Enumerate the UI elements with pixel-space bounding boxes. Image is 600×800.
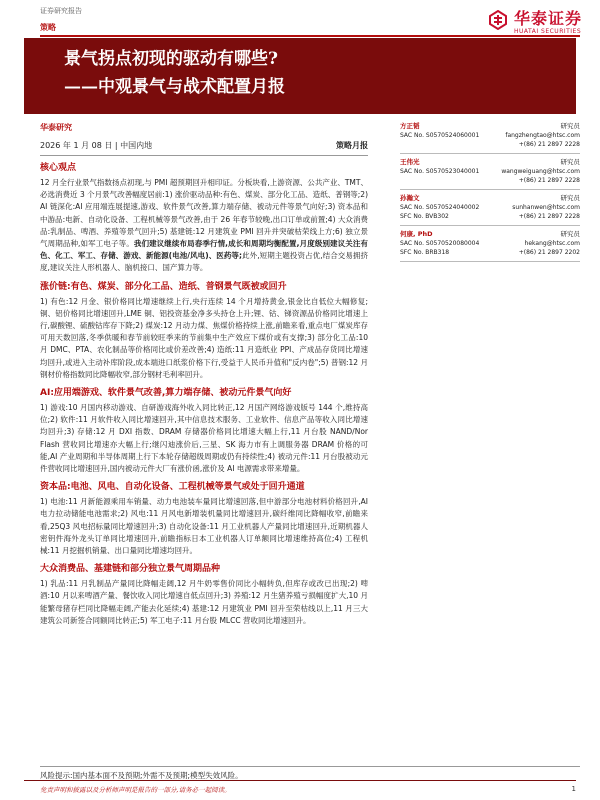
footer-disclaimer: 免责声明和披露以及分析师声明是报告的一部分,请务必一起阅读。 bbox=[40, 786, 231, 794]
page-number: 1 bbox=[571, 785, 576, 793]
section-title-price-chain: 涨价链:有色、煤炭、部分化工品、造纸、普钢景气既被或回升 bbox=[40, 281, 287, 292]
analyst-name: 王伟光 bbox=[400, 158, 420, 166]
report-subtitle: ——中观景气与战术配置月报 bbox=[64, 77, 285, 97]
section-body-price-chain: 1) 有色:12 月金、银价格同比增速继续上行,央行连续 14 个月增持黄金,银金比自低位大幅修复;铜、铝价格同比增速回升,LME 铜、铝投资基金净多头持仓上升;锂、钴、锑资源品价格同比增速上行,碳酸锂、硫酸钴库存下降;2) 煤炭:12 月动力煤、焦煤价格持续上涨,前瞻来看,重点电厂煤炭库存可用天数回落,冬季供暖和春节前较旺季来的节前集中生产效应下煤价或有支撑;3) 部分化工品:10 月 DMC、PTA、农化制品等价格同比或价差改善;4) 造纸:11 月造纸业 PPI、产成品存货同比增速均回升,或进入主动补库阶段,成本端进口纸浆价格下行,受益于人民币升值和"反内卷";5) 普钢:12 月钢材价格指数同比降幅收窄,部分钢材毛利率回升。 bbox=[40, 296, 368, 379]
org-name: 华泰研究 bbox=[40, 123, 72, 132]
footer-divider bbox=[24, 780, 576, 781]
analyst-role: 研究员 bbox=[560, 122, 580, 130]
category-divider bbox=[40, 35, 580, 37]
meta-row bbox=[40, 140, 368, 156]
analyst-name: 孙瀚文 bbox=[400, 194, 420, 202]
section-body-core: 12 月全行业景气指数扬点初现,与 PMI 超预期回升相印证。分板块看,上游资源、公共产业、TMT、必选消费近 3 个月景气改善幅度居前:1) 涨价驱动品种:有色、煤炭、部分化工品、造纸、普钢等;2) AI 链深化:AI 应用端连展提速,游戏、软件景气改善,算力端存储、被动元件等景气向好;3) 资本品和中游品:电新、自动化设备、工程机械等景气改善,由于 26 年春节较晚,出口订单或前置;4) 大众消费品:乳制品、啤酒、养殖等景气回升;5) 基建链:12 月建筑业 PMI 回升并突破枯荣线上方;6) 独立景气周期品种,如军工电子等。我们建议继续布局春季行情,成长和周期均衡配置,月度级别建议关注有色、化工、军工、存储、游戏、新能源(电池/风电)、医药等;此外,短期主题投资占优,结合交易拥挤度,建议关注人形机器人、脑机接口、国产算力等。 bbox=[40, 178, 368, 273]
section-body-capital-goods: 1) 电池:11 月新能源乘用车销量、动力电池装车量同比增速回落,但中游部分电池材料价格回升,AI 电力拉动储能电池需求;2) 风电:11 月风电新增装机量同比增速回升,碳纤维同比降幅收窄,前瞻来看,25Q3 风电招标量同比增速回升;3) 自动化设备:11 月工业机器人产量同比增速回升,近期机器人密钥件海外龙头订单同比增速回升,前瞻指标日本工业机器人订单额同比增速维持高位;4) 工程机械:11 月挖掘机销量、出口量同比增速均回升。 bbox=[40, 497, 368, 556]
analyst-email[interactable]: hekang@htsc.com bbox=[524, 240, 580, 247]
report-title: 景气拐点初现的驱动有哪些? bbox=[64, 49, 278, 69]
logo-english-text: HUATAI SECURITIES bbox=[513, 28, 582, 35]
analyst-sfc: SFC No. BRB318 bbox=[400, 249, 450, 256]
risk-warning: 风险提示:国内基本面不及预期;外需不及预期;模型失效风险。 bbox=[40, 766, 580, 781]
section-title-core: 核心观点 bbox=[40, 163, 77, 173]
section-title-consumer: 大众消费品、基建链和部分独立景气周期品种 bbox=[40, 564, 221, 575]
analyst-email[interactable]: sunhanwen@htsc.com bbox=[512, 204, 580, 211]
analyst-phone: +(86) 21 2897 2228 bbox=[518, 141, 580, 148]
analyst-role: 研究员 bbox=[560, 194, 580, 202]
section-title-capital-goods: 资本品:电池、风电、自动化设备、工程机械等景气或处于回升通道 bbox=[40, 482, 305, 493]
analyst-card bbox=[400, 190, 580, 226]
analyst-email[interactable]: fangzhengtao@htsc.com bbox=[505, 132, 580, 139]
section-body-ai: 1) 游戏:10 月国内移动游戏、自研游戏海外收入同比转正,12 月国产网络游戏版号 144 个,维持高位;2) 软件:11 月软件收入同比增速回升,其中信息技术服务、工业软件、信息产品等收入同比增速均回升;3) 存储:12 月 DXI 指数、DRAM 存储器价格同比增速大幅上行,11 月台股 NAND/Nor Flash 营收同比增速亦大幅上行;继闪迪涨价后,三星、SK 海力市有上调服务器 DRAM 价格的可能,AI 产业周期和半导体周期上行下本轮存储超级周期或仍有持续性;4) 被动元件:11 月台股被动元件营收同比增速回升,国内被动元件大厂有涨价函,涨价及 AI 电源需求带来增量。 bbox=[40, 403, 368, 474]
analyst-sac: SAC No. S0570520080004 bbox=[400, 240, 480, 247]
analyst-panel bbox=[400, 118, 580, 262]
analyst-sac: SAC No. S0570523040001 bbox=[400, 168, 480, 175]
analyst-sac: SAC No. S0570524060001 bbox=[400, 132, 480, 139]
analyst-phone: +(86) 21 2897 2202 bbox=[518, 249, 580, 256]
logo-chinese-text: 华泰证券 bbox=[513, 9, 582, 28]
analyst-phone: +(86) 21 2897 2228 bbox=[518, 213, 580, 220]
analyst-sfc: SFC No. BVB302 bbox=[400, 213, 449, 220]
report-type-label: 证券研究报告 bbox=[40, 7, 82, 15]
analyst-sac: SAC No. S0570524040002 bbox=[400, 204, 480, 211]
report-type: 策略月报 bbox=[336, 141, 368, 150]
analyst-role: 研究员 bbox=[560, 158, 580, 166]
main-content bbox=[40, 118, 368, 627]
analyst-card bbox=[400, 154, 580, 190]
analyst-email[interactable]: wangweiguang@htsc.com bbox=[501, 168, 580, 175]
category-label: 策略 bbox=[40, 23, 56, 32]
huatai-logo bbox=[488, 10, 582, 35]
section-title-ai: AI:应用端游戏、软件景气改善,算力端存储、被动元件景气向好 bbox=[40, 388, 292, 399]
analyst-phone: +(86) 21 2897 2228 bbox=[518, 177, 580, 184]
analyst-name: 方正韬 bbox=[400, 122, 420, 130]
section-body-consumer: 1) 乳品:11 月乳制品产量同比降幅走阔,12 月牛奶零售价同比小幅转负,但库存或改已出现;2) 啤酒:10 月以来啤酒产量、餐饮收入同比增速自低点回升;3) 养殖:12 月生猪养殖亏损幅度扩大,10 月能繁母猪存栏同比降幅走阔,产能去化延续;4) 基建:12 月建筑业 PMI 回升至荣枯线以上,11 月三大建筑公司新签合同额同比转正;5) 军工电子:11 月台股 MLCC 营收同比增速回升。 bbox=[40, 579, 368, 625]
analyst-role: 研究员 bbox=[560, 230, 580, 238]
title-banner bbox=[24, 38, 576, 114]
huatai-logo-icon bbox=[488, 10, 508, 30]
analyst-card bbox=[400, 226, 580, 262]
analyst-name: 何康, PhD bbox=[400, 230, 433, 238]
analyst-card bbox=[400, 118, 580, 154]
report-date: 2026 年 1 月 08 日 | 中国内地 bbox=[40, 141, 153, 150]
